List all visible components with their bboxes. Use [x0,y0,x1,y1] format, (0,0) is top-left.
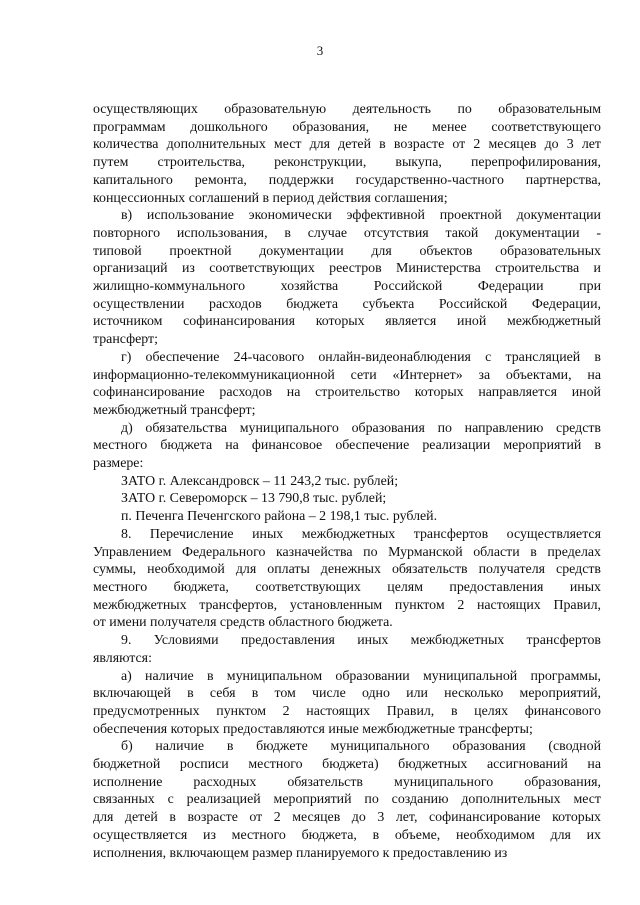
text-line: бюджетной росписи местного бюджета) бюджетных ассигнований на [93,757,601,773]
text-line: повторного использования, в случае отсутствия такой документации - [93,225,601,241]
text-line: ЗАТО г. Североморск – 13 790,8 тыс. рублей; [121,491,387,507]
text-line: Управлением Федерального казначейства по Мурманской области в пределах [93,544,601,560]
paragraph [93,101,601,207]
paragraph [93,207,601,349]
paragraph [93,508,601,526]
text-line: организаций из соответствующих реестров Министерства строительства и [93,261,601,277]
text-line: исполнения, включающем размер планируемого к предоставлению из [93,845,508,861]
text-line: программам дошкольного образования, не менее соответствующего [93,119,601,135]
text-line: размере: [93,456,144,472]
text-line: от имени получателя средств областного бюджета. [93,615,393,631]
paragraph [93,668,601,739]
text-line: г) обеспечение 24-часового онлайн-видеонаблюдения с трансляцией в [121,349,601,365]
text-line: капитального ремонта, поддержки государственно-частного партнерства, [93,172,601,188]
text-line: местного бюджета на финансовое обеспечение реализации мероприятий в [93,438,601,454]
text-line: связанных с реализацией мероприятий по созданию дополнительных мест [93,792,601,808]
text-line: концессионных соглашений в период действия соглашения; [93,190,448,206]
text-line: межбюджетный трансферт; [93,402,256,418]
text-line: межбюджетных трансфертов, установленным пунктом 2 настоящих Правил, [93,597,601,613]
text-line: количества дополнительных мест для детей в возрасте от 2 месяцев до 3 лет [93,137,601,153]
text-line: источником софинансирования которых является иной межбюджетный [93,314,601,330]
text-line: местного бюджета, соответствующих целям предоставления иных [93,579,601,595]
text-line: включающей в себя в том числе одно или несколько мероприятий, [93,686,601,702]
paragraph [93,349,601,420]
text-line: осуществлении расходов бюджета субъекта Российской Федерации, [93,296,601,312]
text-line: жилищно-коммунального хозяйства Российской Федерации при [93,279,601,295]
text-line: п. Печенга Печенгского района – 2 198,1 тыс. рублей. [121,509,438,525]
text-line: а) наличие в муниципальном образовании муниципальной программы, [121,668,601,684]
paragraph [93,526,601,632]
text-line: 8. Перечисление иных межбюджетных трансфертов осуществляется [121,526,601,542]
paragraph [93,490,601,508]
text-line: трансферт; [93,332,158,348]
text-line: информационно-телекоммуникационной сети «Интернет» за объектами, на [93,367,601,383]
paragraph [93,632,601,667]
page-number: 3 [316,43,324,58]
paragraph [93,473,601,491]
text-line: б) наличие в бюджете муниципального образования (сводной [121,739,601,755]
text-line: предусмотренных пунктом 2 настоящих Правил, в целях финансового [93,703,601,719]
text-line: 9. Условиями предоставления иных межбюджетных трансфертов [121,633,601,649]
text-line: исполнение расходных обязательств муниципального образования, [93,774,601,790]
document-body [93,101,601,862]
text-line: в) использование экономически эффективной проектной документации [121,208,601,224]
text-line: софинансирование расходов на строительство которых направляется иной [93,385,601,401]
text-line: типовой проектной документации для объектов образовательных [93,243,601,259]
text-line: д) обязательства муниципального образования по направлению средств [121,420,601,436]
text-line: ЗАТО г. Александровск – 11 243,2 тыс. рублей; [121,473,399,489]
text-line: обеспечения которых предоставляются иные межбюджетные трансферты; [93,721,533,737]
text-line: суммы, необходимой для оплаты денежных обязательств получателя средств [93,562,601,578]
text-line: являются: [93,650,152,666]
paragraph [93,738,601,862]
text-line: осуществляющих образовательную деятельность по образовательным [93,102,601,117]
text-line: осуществляется из местного бюджета, в объеме, необходимом для их [93,827,601,843]
text-line: для детей в возрасте от 2 месяцев до 3 лет, софинансирование которых [93,810,601,826]
text-line: путем строительства, реконструкции, выкупа, перепрофилирования, [93,155,601,171]
paragraph [93,420,601,473]
